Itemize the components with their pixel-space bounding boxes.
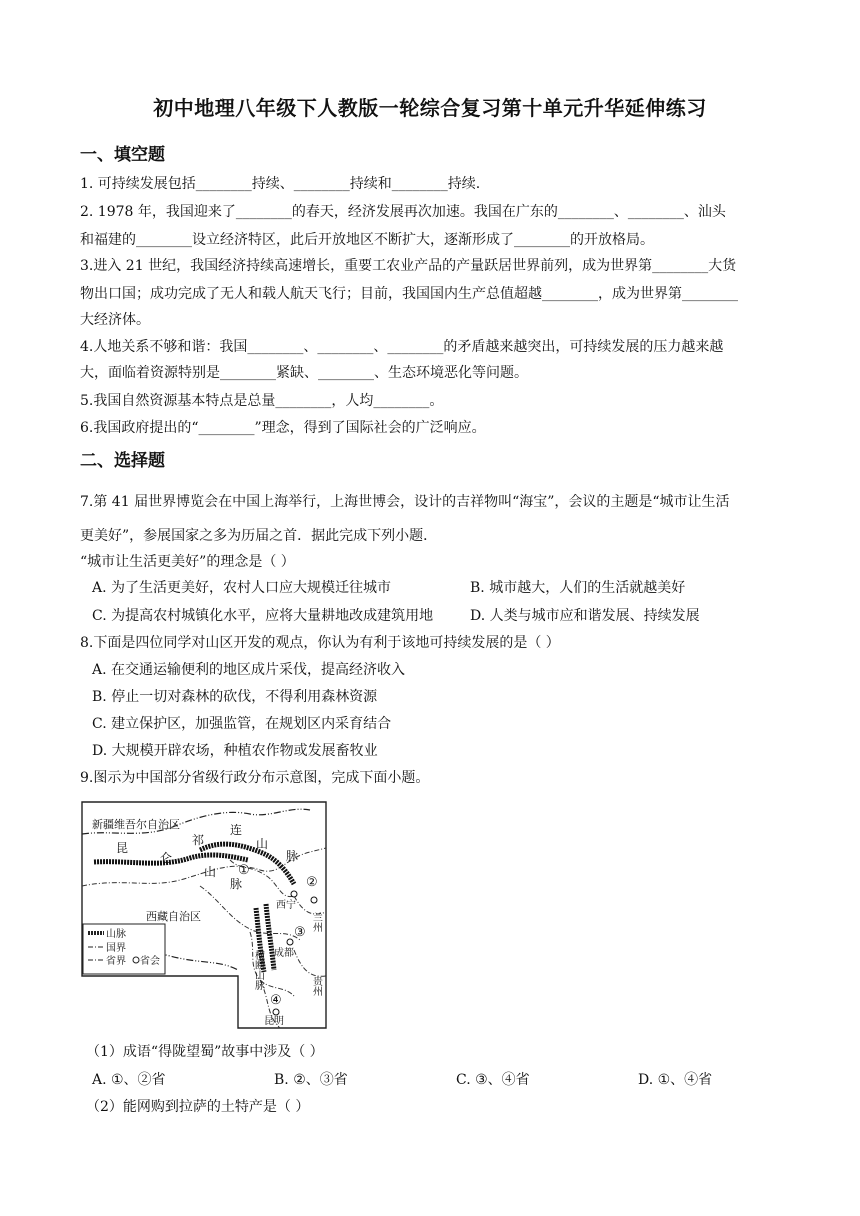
fill-question-3-line3: 大经济体。 bbox=[80, 312, 150, 328]
q8-stem: 8.下面是四位同学对山区开发的观点，你认为有利于该地可持续发展的是（ ） bbox=[80, 635, 560, 651]
q9-option-b[interactable]: B. ②、③省 bbox=[274, 1072, 348, 1088]
q9-subquestion-2: （2）能网购到拉萨的土特产是（ ） bbox=[86, 1099, 310, 1115]
q8-option-c[interactable]: C. 建立保护区，加强监管，在规划区内采育结合 bbox=[92, 716, 392, 732]
province-number-3: ③ bbox=[294, 925, 306, 940]
legend-province-border: 省界 bbox=[106, 956, 126, 967]
fill-question-2-line1: 2. 1978 年，我国迎来了________的春天，经济发展再次加速。我国在广东的________、________、汕头 bbox=[80, 204, 726, 220]
fill-question-4-line2: 大，面临着资源特别是________紧缺、________、生态环境恶化等问题。 bbox=[80, 365, 528, 381]
label-hengduan: 横断山脉 bbox=[252, 950, 264, 990]
label-kunlun-3: 山 bbox=[204, 865, 217, 879]
legend-mountain: 山脉 bbox=[106, 929, 126, 940]
q9-option-c[interactable]: C. ③、④省 bbox=[456, 1072, 530, 1088]
label-kunming: 昆明 bbox=[264, 1016, 284, 1027]
label-kunlun-1: 昆 bbox=[116, 841, 129, 855]
fill-question-1: 1. 可持续发展包括________持续、________持续和________持续. bbox=[80, 176, 481, 192]
province-map bbox=[80, 800, 328, 1032]
label-lanzhou: 兰州 bbox=[310, 912, 322, 932]
q9-subquestion-1: （1）成语“得陇望蜀”故事中涉及（ ） bbox=[86, 1044, 324, 1060]
marker-kunming bbox=[273, 1009, 279, 1015]
marker-lanzhou bbox=[311, 897, 317, 903]
legend-national-border: 国界 bbox=[106, 943, 126, 954]
label-guizhou: 贵州 bbox=[310, 976, 322, 996]
marker-chengdu bbox=[287, 939, 293, 945]
q7-stem-line2: 更美好”，参展国家之多为历届之首．据此完成下列小题． bbox=[80, 528, 438, 544]
province-number-2: ② bbox=[306, 875, 318, 890]
q7-option-d[interactable]: D. 人类与城市应和谐发展、持续发展 bbox=[470, 608, 700, 624]
label-kunlun-4: 脉 bbox=[230, 877, 243, 891]
q8-option-a[interactable]: A. 在交通运输便利的地区成片采伐，提高经济收入 bbox=[92, 662, 406, 678]
label-tibet: 西藏自治区 bbox=[146, 910, 201, 923]
marker-xining bbox=[291, 891, 297, 897]
q7-stem-line1: 7.第 41 届世界博览会在中国上海举行，上海世博会，设计的吉祥物叫“海宝”，会议的主题是“城市让生活 bbox=[80, 494, 730, 510]
fill-question-3-line1: 3.进入 21 世纪，我国经济持续高速增长，重要工农业产品的产量跃居世界前列，成为世界第________大货 bbox=[80, 258, 737, 274]
page-title: 初中地理八年级下人教版一轮综合复习第十单元升华延伸练习 bbox=[153, 96, 707, 120]
q7-option-b[interactable]: B. 城市越大，人们的生活就越美好 bbox=[470, 580, 686, 596]
province-number-1: ① bbox=[238, 863, 250, 878]
legend-capital: 省会 bbox=[140, 956, 160, 967]
fill-question-5: 5.我国自然资源基本特点是总量________，人均________。 bbox=[80, 393, 444, 409]
q8-option-b[interactable]: B. 停止一切对森林的砍伐，不得利用森林资源 bbox=[92, 689, 378, 705]
label-qilian-1: 祁 bbox=[192, 833, 205, 847]
q7-subquestion: “城市让生活更美好”的理念是（ ） bbox=[80, 554, 295, 570]
label-xinjiang: 新疆维吾尔自治区 bbox=[92, 818, 180, 831]
label-qilian-3: 山 bbox=[256, 837, 269, 851]
label-kunlun-2: 仑 bbox=[160, 851, 173, 865]
q9-option-a[interactable]: A. ①、②省 bbox=[92, 1072, 166, 1088]
q9-stem: 9.图示为中国部分省级行政分布示意图，完成下面小题。 bbox=[80, 770, 430, 786]
q7-option-c[interactable]: C. 为提高农村城镇化水平，应将大量耕地改成建筑用地 bbox=[92, 608, 434, 624]
section-choice-heading: 二、选择题 bbox=[80, 451, 165, 471]
label-chengdu: 成都 bbox=[274, 948, 294, 959]
fill-question-3-line2: 物出口国；成功完成了无人和载人航天飞行；目前，我国国内生产总值超越________，成为世界第________ bbox=[80, 286, 738, 302]
fill-question-6: 6.我国政府提出的“________”理念，得到了国际社会的广泛响应。 bbox=[80, 420, 486, 436]
label-xining: 西宁 bbox=[276, 900, 296, 911]
label-qilian-2: 连 bbox=[230, 823, 243, 837]
q9-option-d[interactable]: D. ①、④省 bbox=[638, 1072, 713, 1088]
province-number-4: ④ bbox=[270, 993, 282, 1008]
q7-option-a[interactable]: A. 为了生活更美好，农村人口应大规模迁往城市 bbox=[92, 580, 392, 596]
label-qilian-4: 脉 bbox=[286, 849, 299, 863]
fill-question-4-line1: 4.人地关系不够和谐：我国________、________、________的矛盾越来越突出，可持续发展的压力越来越 bbox=[80, 339, 724, 355]
q8-option-d[interactable]: D. 大规模开辟农场，种植农作物或发展畜牧业 bbox=[92, 743, 378, 759]
section-fill-heading: 一、填空题 bbox=[80, 145, 165, 165]
fill-question-2-line2: 和福建的________设立经济特区，此后开放地区不断扩大，逐渐形成了________的开放格局。 bbox=[80, 232, 654, 248]
